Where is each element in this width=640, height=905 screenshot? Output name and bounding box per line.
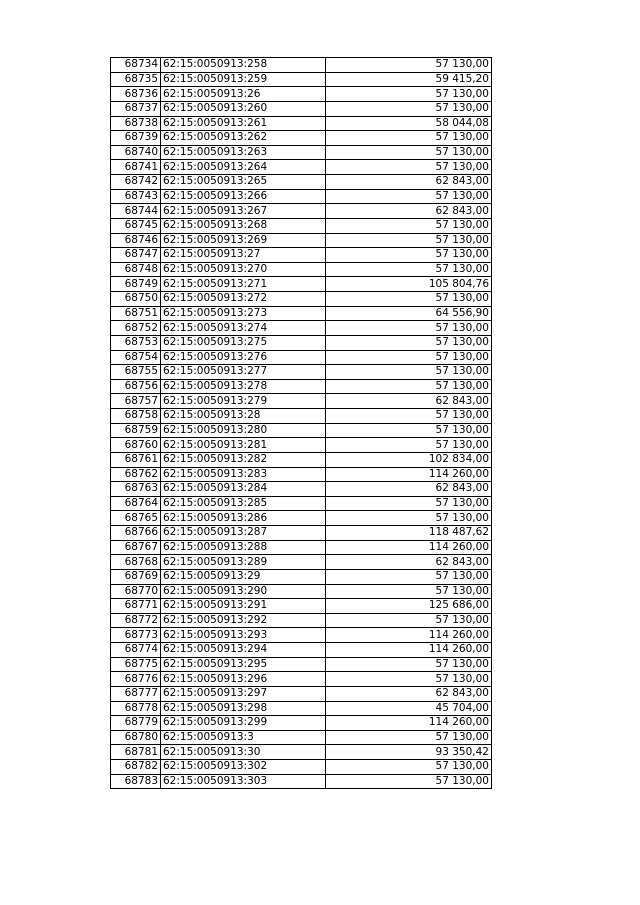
table-row	[111, 175, 492, 190]
table-row	[111, 365, 492, 380]
value-cell: 57 130,00	[326, 365, 492, 380]
table-row	[111, 496, 492, 511]
table-row	[111, 540, 492, 555]
value-cell: 57 130,00	[326, 569, 492, 584]
table-row	[111, 233, 492, 248]
value-cell: 57 130,00	[326, 409, 492, 424]
value-cell: 57 130,00	[326, 87, 492, 102]
table-row	[111, 760, 492, 775]
cadastral-number-cell: 62:15:0050913:27	[161, 248, 326, 263]
row-number-cell: 68740	[111, 145, 161, 160]
table-row	[111, 745, 492, 760]
value-cell: 57 130,00	[326, 350, 492, 365]
cadastral-number-cell: 62:15:0050913:285	[161, 496, 326, 511]
value-cell: 57 130,00	[326, 248, 492, 263]
value-cell: 62 843,00	[326, 686, 492, 701]
cadastral-number-cell: 62:15:0050913:284	[161, 482, 326, 497]
cadastral-number-cell: 62:15:0050913:297	[161, 686, 326, 701]
row-number-cell: 68772	[111, 613, 161, 628]
cadastral-number-cell: 62:15:0050913:291	[161, 599, 326, 614]
cadastral-value-table	[110, 57, 492, 789]
cadastral-number-cell: 62:15:0050913:286	[161, 511, 326, 526]
table-body	[111, 58, 492, 789]
row-number-cell: 68783	[111, 774, 161, 789]
row-number-cell: 68753	[111, 335, 161, 350]
value-cell: 57 130,00	[326, 58, 492, 73]
value-cell: 57 130,00	[326, 496, 492, 511]
cadastral-number-cell: 62:15:0050913:275	[161, 335, 326, 350]
row-number-cell: 68759	[111, 423, 161, 438]
row-number-cell: 68735	[111, 72, 161, 87]
row-number-cell: 68744	[111, 204, 161, 219]
table-row	[111, 555, 492, 570]
table-row	[111, 248, 492, 263]
cadastral-number-cell: 62:15:0050913:267	[161, 204, 326, 219]
table-row	[111, 204, 492, 219]
value-cell: 45 704,00	[326, 701, 492, 716]
value-cell: 57 130,00	[326, 423, 492, 438]
row-number-cell: 68765	[111, 511, 161, 526]
value-cell: 57 130,00	[326, 335, 492, 350]
value-cell: 57 130,00	[326, 131, 492, 146]
cadastral-number-cell: 62:15:0050913:298	[161, 701, 326, 716]
cadastral-number-cell: 62:15:0050913:261	[161, 116, 326, 131]
row-number-cell: 68762	[111, 467, 161, 482]
row-number-cell: 68754	[111, 350, 161, 365]
value-cell: 58 044,08	[326, 116, 492, 131]
value-cell: 57 130,00	[326, 292, 492, 307]
row-number-cell: 68749	[111, 277, 161, 292]
table-row	[111, 87, 492, 102]
cadastral-number-cell: 62:15:0050913:296	[161, 672, 326, 687]
row-number-cell: 68746	[111, 233, 161, 248]
cadastral-number-cell: 62:15:0050913:302	[161, 760, 326, 775]
table-row	[111, 613, 492, 628]
row-number-cell: 68776	[111, 672, 161, 687]
row-number-cell: 68748	[111, 262, 161, 277]
table-row	[111, 72, 492, 87]
table-row	[111, 379, 492, 394]
table-row	[111, 116, 492, 131]
cadastral-number-cell: 62:15:0050913:290	[161, 584, 326, 599]
table-row	[111, 335, 492, 350]
table-row	[111, 701, 492, 716]
table-row	[111, 716, 492, 731]
row-number-cell: 68782	[111, 760, 161, 775]
value-cell: 57 130,00	[326, 379, 492, 394]
row-number-cell: 68742	[111, 175, 161, 190]
cadastral-number-cell: 62:15:0050913:276	[161, 350, 326, 365]
row-number-cell: 68734	[111, 58, 161, 73]
table-row	[111, 467, 492, 482]
cadastral-number-cell: 62:15:0050913:28	[161, 409, 326, 424]
value-cell: 62 843,00	[326, 175, 492, 190]
table-row	[111, 643, 492, 658]
cadastral-number-cell: 62:15:0050913:288	[161, 540, 326, 555]
table-row	[111, 277, 492, 292]
table-row	[111, 58, 492, 73]
row-number-cell: 68756	[111, 379, 161, 394]
row-number-cell: 68781	[111, 745, 161, 760]
row-number-cell: 68752	[111, 321, 161, 336]
table-row	[111, 730, 492, 745]
row-number-cell: 68741	[111, 160, 161, 175]
row-number-cell: 68767	[111, 540, 161, 555]
value-cell: 114 260,00	[326, 628, 492, 643]
table-row	[111, 599, 492, 614]
cadastral-number-cell: 62:15:0050913:30	[161, 745, 326, 760]
table-row	[111, 584, 492, 599]
value-cell: 57 130,00	[326, 321, 492, 336]
cadastral-number-cell: 62:15:0050913:269	[161, 233, 326, 248]
cadastral-number-cell: 62:15:0050913:299	[161, 716, 326, 731]
value-cell: 57 130,00	[326, 730, 492, 745]
value-cell: 57 130,00	[326, 233, 492, 248]
cadastral-number-cell: 62:15:0050913:283	[161, 467, 326, 482]
value-cell: 57 130,00	[326, 145, 492, 160]
value-cell: 64 556,90	[326, 306, 492, 321]
table-row	[111, 438, 492, 453]
row-number-cell: 68766	[111, 526, 161, 541]
row-number-cell: 68738	[111, 116, 161, 131]
row-number-cell: 68771	[111, 599, 161, 614]
row-number-cell: 68758	[111, 409, 161, 424]
value-cell: 57 130,00	[326, 101, 492, 116]
cadastral-number-cell: 62:15:0050913:26	[161, 87, 326, 102]
row-number-cell: 68736	[111, 87, 161, 102]
table-row	[111, 394, 492, 409]
cadastral-number-cell: 62:15:0050913:295	[161, 657, 326, 672]
value-cell: 114 260,00	[326, 540, 492, 555]
value-cell: 102 834,00	[326, 452, 492, 467]
row-number-cell: 68739	[111, 131, 161, 146]
row-number-cell: 68743	[111, 189, 161, 204]
table-row	[111, 569, 492, 584]
value-cell: 125 686,00	[326, 599, 492, 614]
table-row	[111, 409, 492, 424]
table-row	[111, 101, 492, 116]
value-cell: 114 260,00	[326, 643, 492, 658]
cadastral-number-cell: 62:15:0050913:272	[161, 292, 326, 307]
table-row	[111, 145, 492, 160]
row-number-cell: 68770	[111, 584, 161, 599]
row-number-cell: 68777	[111, 686, 161, 701]
value-cell: 57 130,00	[326, 511, 492, 526]
value-cell: 57 130,00	[326, 189, 492, 204]
value-cell: 57 130,00	[326, 613, 492, 628]
cadastral-number-cell: 62:15:0050913:270	[161, 262, 326, 277]
value-cell: 57 130,00	[326, 218, 492, 233]
table-row	[111, 131, 492, 146]
row-number-cell: 68779	[111, 716, 161, 731]
table-row	[111, 321, 492, 336]
cadastral-number-cell: 62:15:0050913:265	[161, 175, 326, 190]
value-cell: 62 843,00	[326, 555, 492, 570]
value-cell: 59 415,20	[326, 72, 492, 87]
table-row	[111, 262, 492, 277]
row-number-cell: 68750	[111, 292, 161, 307]
value-cell: 114 260,00	[326, 716, 492, 731]
value-cell: 114 260,00	[326, 467, 492, 482]
cadastral-number-cell: 62:15:0050913:266	[161, 189, 326, 204]
cadastral-number-cell: 62:15:0050913:281	[161, 438, 326, 453]
row-number-cell: 68757	[111, 394, 161, 409]
row-number-cell: 68761	[111, 452, 161, 467]
table-row	[111, 774, 492, 789]
cadastral-number-cell: 62:15:0050913:293	[161, 628, 326, 643]
cadastral-number-cell: 62:15:0050913:294	[161, 643, 326, 658]
row-number-cell: 68751	[111, 306, 161, 321]
table-row	[111, 511, 492, 526]
cadastral-number-cell: 62:15:0050913:258	[161, 58, 326, 73]
table-row	[111, 672, 492, 687]
table-row	[111, 686, 492, 701]
table-row	[111, 306, 492, 321]
cadastral-number-cell: 62:15:0050913:273	[161, 306, 326, 321]
cadastral-number-cell: 62:15:0050913:29	[161, 569, 326, 584]
table-row	[111, 292, 492, 307]
cadastral-number-cell: 62:15:0050913:264	[161, 160, 326, 175]
table-row	[111, 160, 492, 175]
table-row	[111, 482, 492, 497]
row-number-cell: 68775	[111, 657, 161, 672]
value-cell: 118 487,62	[326, 526, 492, 541]
value-cell: 57 130,00	[326, 672, 492, 687]
table-row	[111, 189, 492, 204]
row-number-cell: 68737	[111, 101, 161, 116]
cadastral-number-cell: 62:15:0050913:280	[161, 423, 326, 438]
cadastral-number-cell: 62:15:0050913:282	[161, 452, 326, 467]
table-row	[111, 526, 492, 541]
value-cell: 62 843,00	[326, 394, 492, 409]
row-number-cell: 68755	[111, 365, 161, 380]
row-number-cell: 68778	[111, 701, 161, 716]
cadastral-number-cell: 62:15:0050913:277	[161, 365, 326, 380]
row-number-cell: 68780	[111, 730, 161, 745]
row-number-cell: 68764	[111, 496, 161, 511]
cadastral-number-cell: 62:15:0050913:268	[161, 218, 326, 233]
cadastral-number-cell: 62:15:0050913:262	[161, 131, 326, 146]
row-number-cell: 68747	[111, 248, 161, 263]
row-number-cell: 68773	[111, 628, 161, 643]
table-row	[111, 452, 492, 467]
cadastral-number-cell: 62:15:0050913:3	[161, 730, 326, 745]
cadastral-number-cell: 62:15:0050913:278	[161, 379, 326, 394]
cadastral-number-cell: 62:15:0050913:279	[161, 394, 326, 409]
table-row	[111, 628, 492, 643]
cadastral-number-cell: 62:15:0050913:303	[161, 774, 326, 789]
row-number-cell: 68774	[111, 643, 161, 658]
value-cell: 57 130,00	[326, 657, 492, 672]
value-cell: 105 804,76	[326, 277, 492, 292]
cadastral-number-cell: 62:15:0050913:271	[161, 277, 326, 292]
cadastral-number-cell: 62:15:0050913:260	[161, 101, 326, 116]
cadastral-number-cell: 62:15:0050913:289	[161, 555, 326, 570]
value-cell: 62 843,00	[326, 204, 492, 219]
cadastral-number-cell: 62:15:0050913:274	[161, 321, 326, 336]
value-cell: 62 843,00	[326, 482, 492, 497]
cadastral-number-cell: 62:15:0050913:292	[161, 613, 326, 628]
row-number-cell: 68769	[111, 569, 161, 584]
value-cell: 57 130,00	[326, 438, 492, 453]
value-cell: 93 350,42	[326, 745, 492, 760]
value-cell: 57 130,00	[326, 584, 492, 599]
table-row	[111, 423, 492, 438]
value-cell: 57 130,00	[326, 262, 492, 277]
value-cell: 57 130,00	[326, 160, 492, 175]
row-number-cell: 68763	[111, 482, 161, 497]
row-number-cell: 68760	[111, 438, 161, 453]
cadastral-number-cell: 62:15:0050913:259	[161, 72, 326, 87]
row-number-cell: 68745	[111, 218, 161, 233]
cadastral-number-cell: 62:15:0050913:263	[161, 145, 326, 160]
table-row	[111, 218, 492, 233]
table-row	[111, 657, 492, 672]
table-row	[111, 350, 492, 365]
value-cell: 57 130,00	[326, 774, 492, 789]
row-number-cell: 68768	[111, 555, 161, 570]
value-cell: 57 130,00	[326, 760, 492, 775]
cadastral-number-cell: 62:15:0050913:287	[161, 526, 326, 541]
